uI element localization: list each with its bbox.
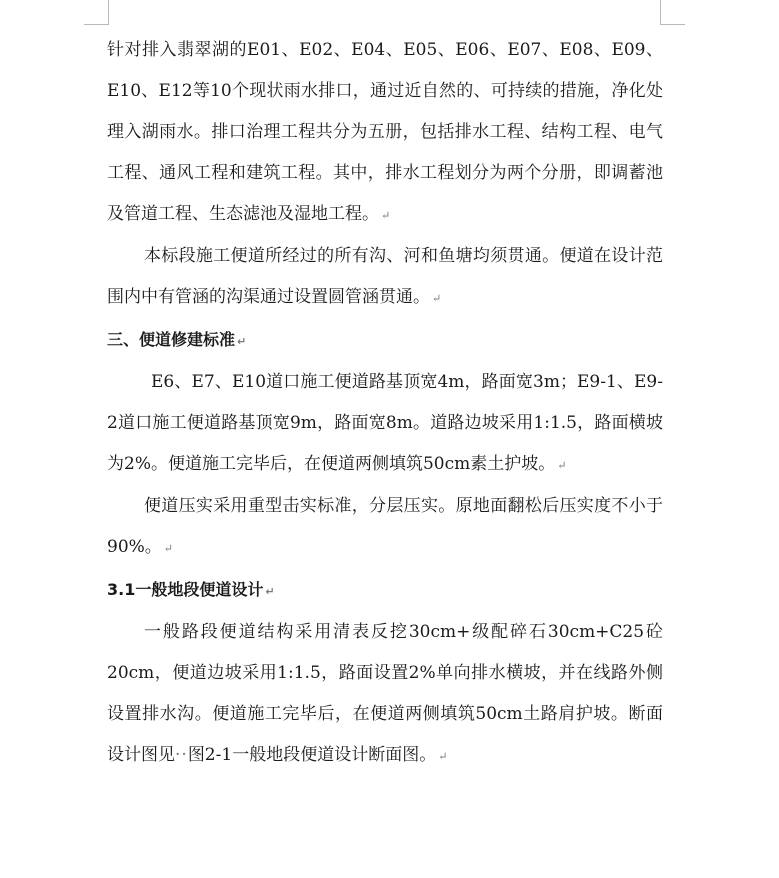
paragraph-mark-icon: ↵ [557, 459, 567, 472]
section-heading-road-standard [107, 319, 663, 362]
paragraph-mark-icon: ↵ [265, 585, 275, 598]
heading-text: 三、便道修建标准 [107, 330, 236, 349]
page-corner-mark-left [84, 0, 109, 25]
heading-text: 3.1一般地段便道设计 [107, 580, 264, 599]
page-corner-mark-right [660, 0, 685, 25]
paragraph-mark-icon: ↵ [381, 209, 391, 222]
section-heading-general-road-design [107, 569, 663, 612]
document-body[interactable] [107, 30, 663, 777]
paragraph-text: 本标段施工便道所经过的所有沟、河和鱼塘均须贯通。便道在设计范围内中有管涵的沟渠通过设置圆管涵贯通。 [107, 246, 663, 307]
paragraph-text: 针对排入翡翠湖的E01、E02、E04、E05、E06、E07、E08、E09、E10、E12等10个现状雨水排口，通过近自然的、可持续的措施，净化处理入湖雨水。排口治理工程共分为五册，包括排水工程、结构工程、电气工程、通风工程和建筑工程。其中，排水工程划分为两个分册，即调蓄池及管道工程、生态滤池及湿地工程。 [107, 40, 663, 224]
paragraph-road-structure [107, 612, 663, 777]
paragraph-mark-icon: ↵ [432, 292, 442, 305]
reference-marker-dots: ·· [175, 745, 188, 765]
paragraph-road-dimensions [107, 362, 663, 486]
paragraph-text: E6、E7、E10道口施工便道路基顶宽4m，路面宽3m；E9-1、E9-2道口施工便道路基顶宽9m，路面宽8m。道路边坡采用1:1.5，路面横坡为2%。便道施工完毕后，在便道两侧填筑50cm素土护坡。 [107, 372, 663, 474]
figure-reference[interactable]: 图2-1一般地段便道设计断面图。 [187, 745, 437, 765]
paragraph-compaction [107, 486, 663, 569]
paragraph-mark-icon: ↵ [438, 750, 448, 763]
paragraph-text: 一般路段便道结构采用清表反挖30cm+级配碎石30cm+C25砼20cm，便道边坡采用1:1.5，路面设置2%单向排水横坡，并在线路外侧设置排水沟。便道施工完毕后，在便道两侧填筑50cm土路肩护坡。断面设计图见 [107, 622, 663, 765]
paragraph-mark-icon: ↵ [163, 542, 174, 555]
paragraph-text: 便道压实采用重型击实标准，分层压实。原地面翻松后压实度不小于90%。 [107, 496, 663, 557]
paragraph-mark-icon: ↵ [237, 335, 247, 348]
paragraph-access-road-scope [107, 236, 663, 319]
paragraph-outfall-intro [107, 30, 663, 236]
